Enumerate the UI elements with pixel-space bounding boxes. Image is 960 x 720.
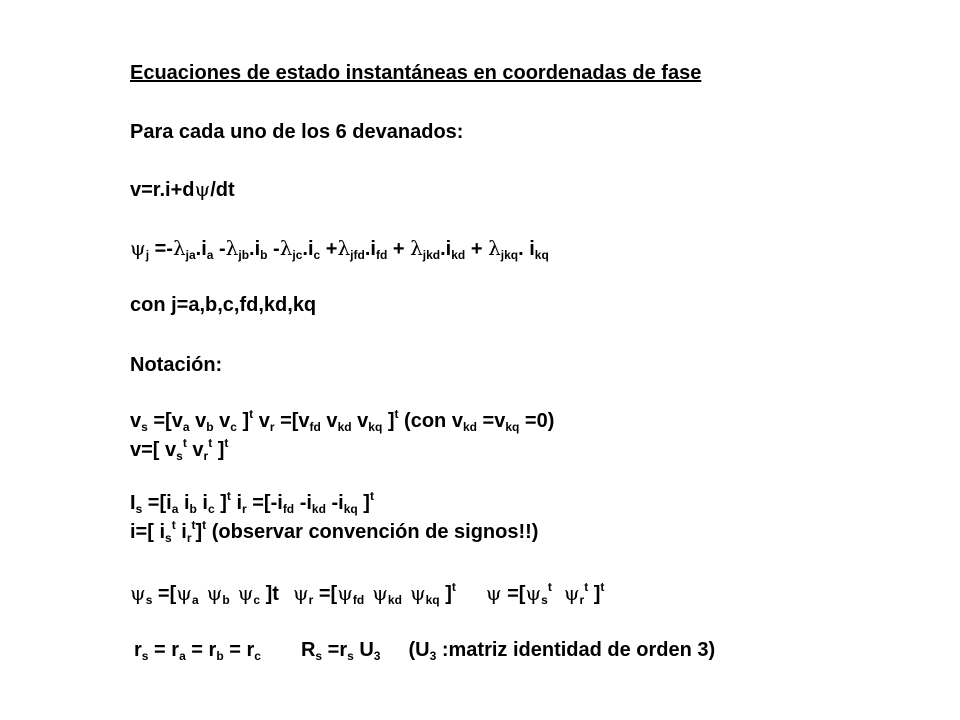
- intro-text: Para cada uno de los 6 devanados:: [130, 121, 464, 143]
- flux-vectors-line: $\psi_s =[\psi_a$ $\psi_b$ $\psi_c$ ]t $\psi_r =[\psi_{fd}$ $\psi_{kd}$ $\psi_{kq}$ ]$^t$ $\psi =[\psi_s^t$ $\psi_r^t$ ]$^t$: [130, 580, 605, 607]
- resistance-line: $r_s = r_a = r_b = r_c$ $R_s =r_s$ $U_3$ ($U_3$ :matriz identidad de orden 3): [134, 639, 716, 663]
- notation-heading: Notación:: [130, 354, 223, 376]
- voltage-equation: v=r.i+dψ/dt: [130, 177, 235, 201]
- flux-equation: $\psi_j =-\lambda_{ja}.i_a$ $-\lambda_{jb}.i_b$ $-\lambda_{jc}.i_c +\lambda_{jfd}.i_{fd} + \lambda_{jkd}.i_{kd} + \lambda_{jkq}$. $i_{kq}$: [130, 236, 549, 262]
- current-total-line: i=[ $i_s^t$ $i_r^t]^t$ (observar convención de signos!!): [130, 518, 539, 545]
- current-vectors-line: $I_s =[i_a$ $i_b$ $i_c$ ]$^t$ $i_r =[-i_{fd}$ $-i_{kd}$ $-i_{kq}$ ]$^t$: [130, 489, 374, 516]
- voltage-vectors-line: $v_s =[v_a$ $v_b$ $v_c$ ]$^t$ $v_r =[v_{fd}$ $v_{kd}$ $v_{kq}$ ]$^t$ (con $v_{kd} =v_{kq} =0$): [130, 407, 555, 434]
- voltage-total-line: v=[ $v_s^t$ $v_r^t$ ]$^t$: [130, 436, 229, 463]
- slide-title: Ecuaciones de estado instantáneas en coordenadas de fase: [130, 62, 702, 84]
- indices-line: con j=a,b,c,fd,kd,kq: [130, 294, 317, 316]
